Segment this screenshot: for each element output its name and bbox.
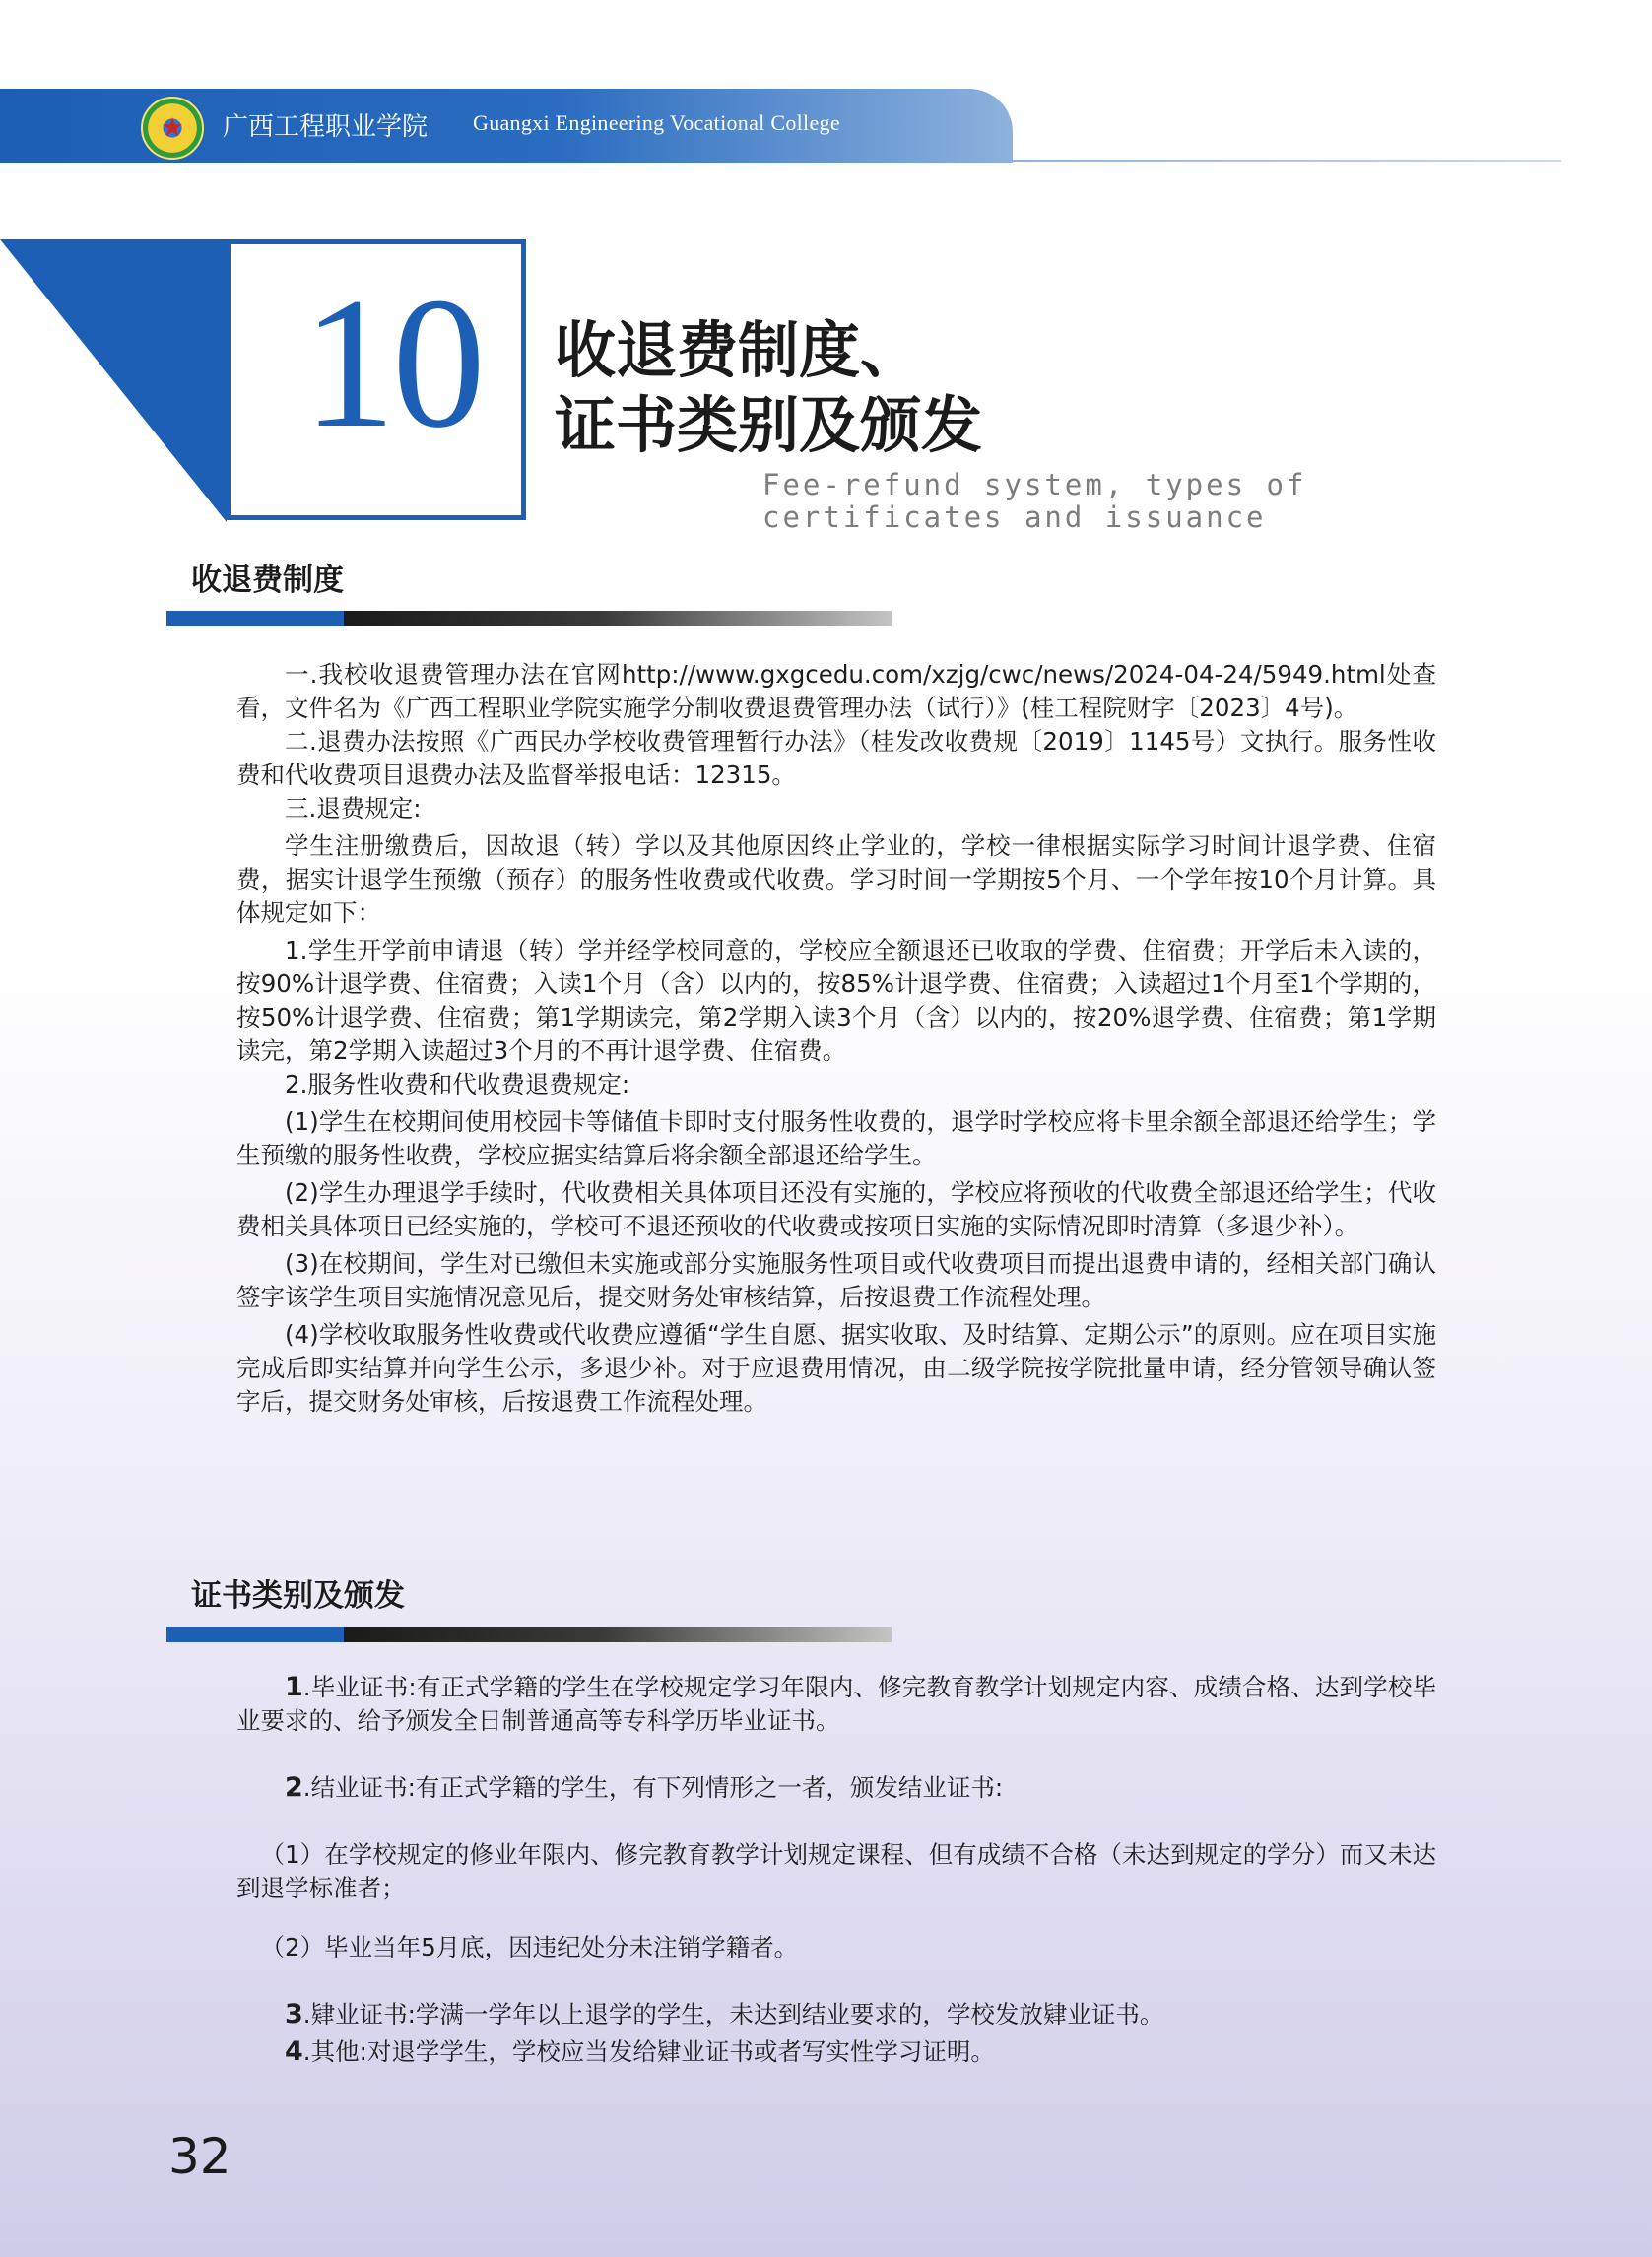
school-name-en: Guangxi Engineering Vocational College [473,110,840,135]
section-heading-refund: 收退费制度 [191,563,344,598]
item-text: .毕业证书:有正式学籍的学生在学校规定学习年限内、修完教育教学计划规定内容、成绩合格、达到学校毕业要求的、给予颁发全日制普通高等专科学历毕业证书。 [236,1673,1436,1735]
refund-paragraph: (2)学生办理退学手续时，代收费相关具体项目还没有实施的，学校应将预收的代收费全部退还给学生；代收费相关具体项目已经实施的，学校可不退还预收的代收费或按项目实施的实际情况即时清算（多退少补）。 [236,1178,1436,1240]
section-heading-certificates: 证书类别及颁发 [191,1578,405,1614]
refund-policy-text [236,658,1436,1419]
refund-paragraph: 一.我校收退费管理办法在官网http://www.gxgcedu.com/xzjg/cwc/news/2024-04-24/5949.html处查看，文件名为《广西工程职业学院实施学分制收费退费管理办法（试行）》(桂工程院财字〔2023〕4号)。 [236,660,1436,722]
certificate-item [236,1671,1436,1738]
item-number: 2 [285,1772,303,1803]
item-number: 4 [285,2036,303,2067]
certificate-item [236,1771,1436,1805]
refund-paragraph: (3)在校期间，学生对已缴但未实施或部分实施服务性项目或代收费项目而提出退费申请的，经相关部门确认签字该学生项目实施情况意见后，提交财务处审核结算，后按退费工作流程处理。 [236,1249,1436,1311]
star-icon: ★ [161,113,184,143]
chapter-frame-left-edge [226,239,231,520]
refund-paragraph: 三.退费规定: [285,794,422,823]
item-number: 3 [285,1999,303,2029]
refund-paragraph: 学生注册缴费后，因故退（转）学以及其他原因终止学业的，学校一律根据实际学习时间计退学费、住宿费，据实计退学生预缴（预存）的服务性收费或代收费。学习时间一学期按5个月、一个学年按10个月计算。具体规定如下： [236,831,1436,927]
school-name-cn: 广西工程职业学院 [223,112,429,142]
refund-paragraph: (4)学校收取服务性收费或代收费应遵循“学生自愿、据实收取、及时结算、定期公示”的原则。应在项目实施完成后即实结算并向学生公示，多退少补。对于应退费用情况，由二级学院按学院批量申请，经分管领导确认签字后，提交财务处审核，后按退费工作流程处理。 [236,1320,1436,1416]
decorative-triangle [0,239,227,522]
refund-paragraph: (1)学生在校期间使用校园卡等储值卡即时支付服务性收费的，退学时学校应将卡里余额全部退还给学生；学生预缴的服务性收费，学校应据实结算后将余额全部退还给学生。 [236,1107,1436,1169]
section-underline-bar [166,611,892,626]
section-underline-bar [166,1627,892,1642]
item-number: 1 [285,1672,303,1702]
certificate-item [236,1931,1436,1964]
school-logo [141,97,204,160]
item-text: （2）毕业当年5月底，因违纪处分未注销学籍者。 [260,1933,799,1961]
chapter-title-english [762,469,1306,534]
item-text: （1）在学校规定的修业年限内、修完教育教学计划规定课程、但有成绩不合格（未达到规定的学分）而又未达到退学标准者； [236,1840,1436,1902]
item-text: .其他:对退学学生，学校应当发给肄业证书或者写实性学习证明。 [302,2037,995,2066]
refund-paragraph: 1.学生开学前申请退（转）学并经学校同意的，学校应全额退还已收取的学费、住宿费；开学后未入读的，按90%计退学费、住宿费；入读1个月（含）以内的，按85%计退学费、住宿费；入读超过1个月至1个学期的，按50%计退学费、住宿费；第1学期读完，第2学期入读3个月（含）以内的，按20%退学费、住宿费；第1学期读完，第2学期入读超过3个月的不再计退学费、住宿费。 [236,936,1436,1065]
item-text: .肄业证书:学满一学年以上退学的学生，未达到结业要求的，学校发放肄业证书。 [302,2000,1164,2028]
refund-paragraph: 二.退费办法按照《广西民办学校收费管理暂行办法》（桂发改收费规〔2019〕1145号）文执行。服务性收费和代收费项目退费办法及监督举报电话：12315。 [236,727,1436,789]
certificate-item [236,2035,1436,2069]
chapter-title-en-line-2: certificates and issuance [762,500,1267,534]
chapter-title-en-line-1: Fee-refund system, types of [762,468,1307,501]
certificate-types-text [236,1671,1436,2069]
refund-paragraph: 2.服务性收费和代收费退费规定: [285,1070,630,1098]
chapter-title-line-1: 收退费制度、 [555,314,922,386]
chapter-number: 10 [302,260,482,467]
certificate-item [236,1998,1436,2031]
item-text: .结业证书:有正式学籍的学生，有下列情形之一者，颁发结业证书: [302,1773,1004,1802]
certificate-item [236,1838,1436,1905]
chapter-title-line-2: 证书类别及颁发 [555,389,983,461]
header-divider-line [1013,160,1561,162]
chapter-title [555,313,982,463]
page-number: 32 [168,2128,231,2185]
